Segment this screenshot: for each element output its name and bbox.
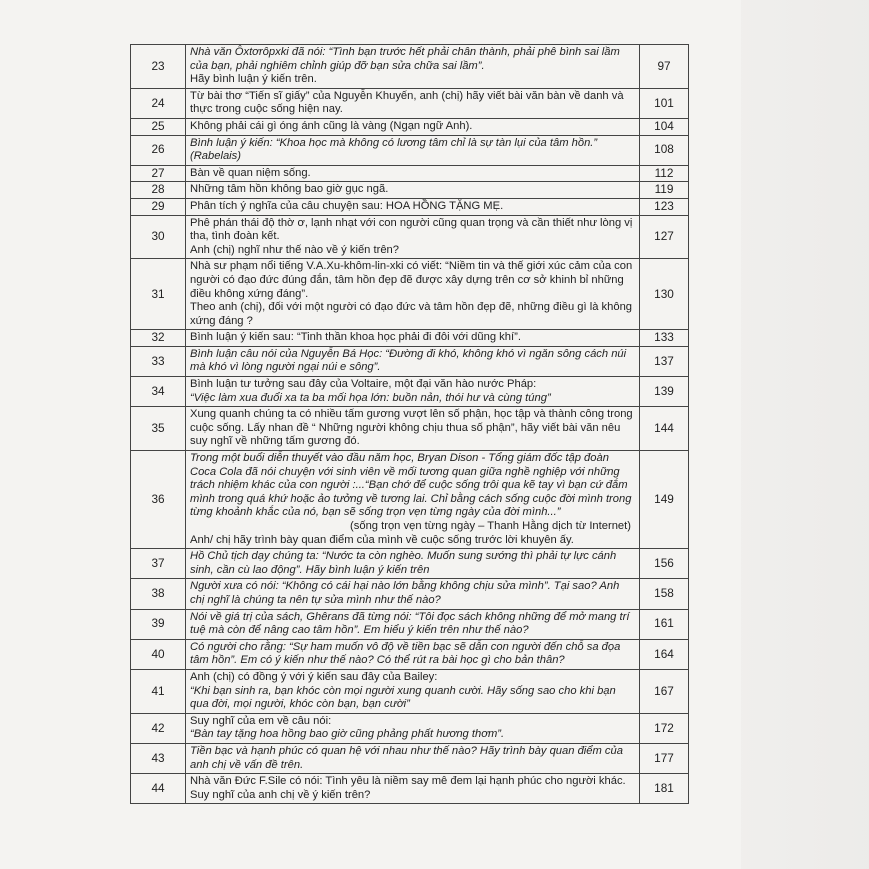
page-number: 164 [640,639,689,669]
toc-row [131,639,689,669]
item-title [186,407,640,451]
item-text-line: Bình luận câu nói của Nguyễn Bá Học: “Đường đi khó, không khó vì ngăn sông cách núi mà khó vì lòng người ngại núi e sông”. [190,347,627,374]
item-number: 36 [131,451,186,549]
item-number: 41 [131,669,186,713]
item-title [186,330,640,347]
item-title [186,609,640,639]
toc-row [131,669,689,713]
item-title [186,639,640,669]
toc-row [131,215,689,259]
item-title [186,579,640,609]
page-number: 149 [640,451,689,549]
item-title [186,135,640,165]
item-text-line: Nhà văn Ôxtơrôpxki đã nói: “Tình bạn trước hết phải chân thành, phải phê bình sai lầm của bạn, phải nghiêm chỉnh giúp đỡ bạn sửa chữa sai lầm”. [190,46,620,72]
item-title [186,259,640,330]
page-number: 144 [640,407,689,451]
item-text-line: (sống trọn vẹn từng ngày – Thanh Hằng dịch từ Internet) [350,520,631,532]
toc-row [131,609,689,639]
item-title [186,88,640,118]
item-title [186,118,640,135]
item-text-line: Bình luận ý kiến: “Khoa học mà không có lương tâm chỉ là sự tàn lụi của tâm hồn.” (Rabelais) [190,136,598,163]
item-number: 23 [131,45,186,89]
page-number: 181 [640,774,689,804]
item-number: 29 [131,198,186,215]
page-number: 133 [640,330,689,347]
toc-row [131,713,689,743]
page-number: 156 [640,549,689,579]
item-number: 39 [131,609,186,639]
item-number: 30 [131,215,186,259]
page-number: 112 [640,165,689,182]
toc-row [131,451,689,549]
item-text-line: Suy nghĩ của em về câu nói: [190,714,332,727]
item-number: 40 [131,639,186,669]
item-text-line: Nói về giá trị của sách, Ghêrans đã từng nói: “Tôi đọc sách không những để mở mang trí tuệ mà còn để nâng cao tâm hồn”. Em hiểu ý kiến trên như thế nào? [190,610,630,637]
page-number: 123 [640,198,689,215]
item-title [186,713,640,743]
toc-row [131,198,689,215]
toc-row [131,135,689,165]
toc-row [131,774,689,804]
toc-row [131,182,689,199]
item-text-line: Bình luận ý kiến sau: “Tinh thần khoa học phải đi đôi với dũng khí”. [190,331,521,344]
page-number: 177 [640,743,689,773]
page-number: 139 [640,377,689,407]
item-text-line: Hãy bình luận ý kiến trên. [190,73,317,86]
page-number: 158 [640,579,689,609]
item-text-line: Anh (chị) nghĩ như thế nào về ý kiến trên? [190,243,399,256]
toc-row [131,346,689,376]
item-number: 33 [131,346,186,376]
item-number: 24 [131,88,186,118]
item-title [186,774,640,804]
toc-row [131,165,689,182]
toc-row [131,549,689,579]
item-text-line: “Khi bạn sinh ra, bạn khóc còn mọi người xung quanh cười. Hãy sống sao cho khi bạn qua đời, mọi người, khóc còn bạn, bạn cười” [190,684,616,711]
page-number: 101 [640,88,689,118]
item-number: 25 [131,118,186,135]
page-number: 167 [640,669,689,713]
page-number: 172 [640,713,689,743]
toc-row [131,407,689,451]
toc-row [131,88,689,118]
toc-row [131,45,689,89]
page-number: 161 [640,609,689,639]
item-text-line: Bàn về quan niệm sống. [190,166,311,179]
item-text-line: Nhà văn Đức F.Sile có nói: Tình yêu là niềm say mê đem lại hạnh phúc cho người khác. Suy nghĩ của anh chị về ý kiến trên? [190,775,626,801]
item-text-line: Không phải cái gì óng ánh cũng là vàng (Ngạn ngữ Anh). [190,119,473,132]
item-number: 44 [131,774,186,804]
item-number: 34 [131,377,186,407]
item-text-line: Tiền bạc và hạnh phúc có quan hệ với nhau như thế nào? Hãy trình bày quan điểm của anh chị về vấn đề trên. [190,744,623,771]
item-text-line: “Bàn tay tặng hoa hồng bao giờ cũng phảng phất hương thơm”. [190,728,505,741]
item-text-line: Nhà sư phạm nổi tiếng V.A.Xu-khôm-lin-xki có viết: “Niềm tin và thế giới xúc cảm của con người có đạo đức đúng đắn, tâm hồn đẹp đẽ được xây dựng trên cơ sở khinh bỉ những điều không xứng đáng”. [190,260,633,300]
item-title [186,45,640,89]
item-title [186,451,640,549]
page-edge-shadow [741,0,869,869]
item-text-line: Hồ Chủ tịch dạy chúng ta: “Nước ta còn nghèo. Muốn sung sướng thì phải tự lực cánh sinh, cần cù lao động”. Hãy bình luận ý kiến trên [190,550,617,576]
item-title [186,377,640,407]
item-text-line: Có người cho rằng: “Sự ham muốn vô độ về tiền bạc sẽ dẫn con người đến chỗ sa đọa tâm hồn”. Em có ý kiến như thế nào? Có thể rút ra bài học gì cho bản thân? [190,640,621,667]
toc-row [131,330,689,347]
toc-body [131,45,689,804]
toc-row [131,259,689,330]
page-number: 97 [640,45,689,89]
item-text-line: Phê phán thái độ thờ ơ, lạnh nhạt với con người cũng quan trọng và cần thiết như lòng vị tha, tình đoàn kết. [190,216,633,243]
item-text-line: Trong một buổi diễn thuyết vào đầu năm học, Bryan Dison - Tổng giám đốc tập đoàn Coca Cola đã nói chuyện với sinh viên về mối tương quan giữa nghề nghiệp với những trách nhiệm khác của con người :...“Bạn chớ để cuộc sống trôi qua kẽ tay vì bạn cứ đắm mình trong quá khứ hoặc ảo tưởng về tương lai. Chỉ bằng cách sống cuộc đời mình trong từng khoảnh khắc của nó, bạn sẽ sống trọn vẹn từng ngày của đời mình...” [190,452,632,519]
item-title [186,165,640,182]
item-text-line: Từ bài thơ “Tiến sĩ giấy” của Nguyễn Khuyến, anh (chị) hãy viết bài văn bàn về danh và thực trong cuộc sống hiện nay. [190,89,624,116]
item-title [186,669,640,713]
item-title [186,182,640,199]
page-number: 108 [640,135,689,165]
item-number: 32 [131,330,186,347]
toc-row [131,579,689,609]
item-text-line: Anh/ chị hãy trình bày quan điểm của mình về cuộc sống trước lời khuyên ấy. [190,533,574,546]
item-text-line: Những tâm hồn không bao giờ gục ngã. [190,183,389,196]
toc-row [131,377,689,407]
item-number: 43 [131,743,186,773]
item-text-line: Xung quanh chúng ta có nhiều tấm gương vượt lên số phận, học tập và thành công trong cuộc sống. Lấy nhan đề “ Những người không chịu thua số phận”, hãy viết bài văn nêu suy nghĩ về những tấm gương đó. [190,408,633,448]
item-title [186,198,640,215]
item-number: 31 [131,259,186,330]
toc-row [131,743,689,773]
item-text-line: Người xưa có nói: “Không có cái hại nào lớn bằng không chịu sửa mình”. Tại sao? Anh chị nghĩ là chúng ta nên tự sửa mình như thế nào? [190,580,620,606]
item-number: 42 [131,713,186,743]
item-text-line: Phân tích ý nghĩa của câu chuyện sau: HOA HỒNG TẶNG MẸ. [190,199,504,212]
item-title [186,549,640,579]
page-number: 104 [640,118,689,135]
item-text-line: Anh (chị) có đồng ý với ý kiến sau đây của Bailey: [190,670,438,683]
item-text-line: Theo anh (chị), đối với một người có đạo đức và tâm hồn đẹp đẽ, những điều gì là không xứng đáng ? [190,301,633,327]
page-number: 127 [640,215,689,259]
item-title [186,743,640,773]
item-number: 26 [131,135,186,165]
toc-row [131,118,689,135]
page-number: 130 [640,259,689,330]
item-number: 35 [131,407,186,451]
page-number: 119 [640,182,689,199]
table-of-contents [130,44,689,804]
item-text-line: Bình luận tư tưởng sau đây của Voltaire, một đại văn hào nước Pháp: [190,378,537,391]
item-text-line: “Việc làm xua đuổi xa ta ba mối họa lớn: buồn nản, thói hư và cùng túng” [190,391,551,404]
item-number: 38 [131,579,186,609]
item-number: 27 [131,165,186,182]
item-number: 37 [131,549,186,579]
item-number: 28 [131,182,186,199]
item-title [186,215,640,259]
page-number: 137 [640,346,689,376]
item-title [186,346,640,376]
